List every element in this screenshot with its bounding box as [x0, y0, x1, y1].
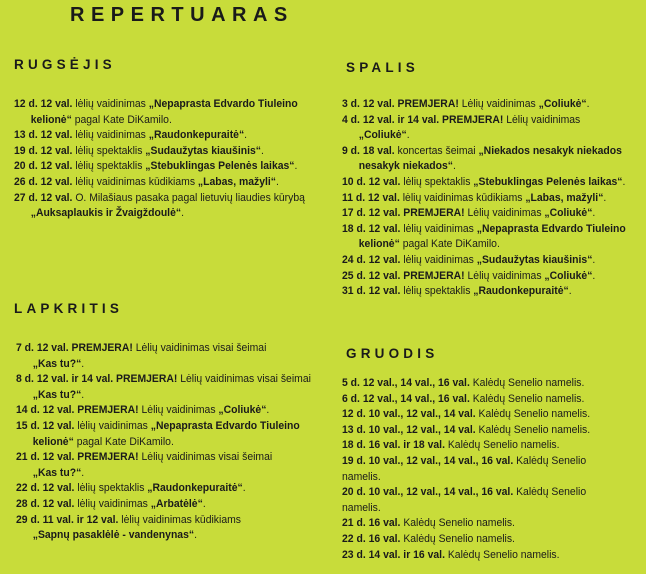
event-text: Kalėdų Senelio [513, 454, 587, 467]
event-date: 13 d. 10 val., 12 val., 14 val. [342, 423, 476, 436]
schedule-line [14, 191, 305, 207]
event-text: . [81, 466, 85, 479]
schedule-line [342, 423, 590, 439]
page-title: REPERTUARAS [70, 4, 294, 26]
event-date: 22 d. 12 val. [16, 482, 75, 495]
event-date: 18 d. 12 val. [342, 222, 401, 235]
schedule-line [342, 206, 626, 222]
schedule-line [14, 175, 305, 191]
schedule-line [342, 284, 626, 300]
event-title: „Labas, mažyli“ [525, 191, 604, 204]
schedule-line [342, 269, 626, 285]
schedule-line [342, 392, 590, 408]
event-title: kelionė“ [30, 113, 72, 126]
event-date: 21 d. 16 val. [342, 517, 401, 530]
schedule-line [16, 419, 311, 435]
event-title: nesakyk niekados“ [358, 160, 454, 173]
event-date: 9 d. 18 val. [342, 144, 395, 157]
event-text: Lėlių vaidinimas visai šeimai [177, 373, 311, 386]
event-title: „Raudonkepuraitė“ [148, 129, 245, 142]
event-date: 10 d. 12 val. [342, 175, 401, 188]
schedule-line [342, 454, 590, 470]
schedule-line [342, 237, 626, 253]
event-title: kelionė“ [32, 435, 74, 448]
event-text: Lėlių vaidinimas visai šeimai [132, 342, 267, 354]
schedule-line [16, 341, 311, 357]
event-text: lėlių spektaklis [74, 482, 148, 495]
event-text: . [592, 207, 596, 220]
schedule-line [14, 97, 305, 113]
event-text: lėlių vaidinimas [72, 129, 149, 142]
event-date: 15 d. 12 val. [16, 419, 75, 432]
schedule-list-gruodis [342, 376, 590, 563]
event-title: „Sudaužytas kiaušinis“ [145, 144, 261, 157]
event-text: . [275, 175, 279, 188]
event-date: 4 d. 12 val. ir 14 val. PREMJERA! [342, 113, 504, 126]
event-text: Kalėdų Senelio namelis. [475, 408, 591, 421]
event-title: „Arbatėlė“ [150, 497, 203, 510]
event-text: pagal Kate DiKamilo. [71, 113, 172, 126]
schedule-list-spalis [342, 97, 626, 300]
event-text: . [622, 175, 626, 188]
event-date: 18 d. 16 val. ir 18 val. [342, 439, 445, 452]
event-date: 27 d. 12 val. [14, 191, 73, 204]
event-text: lėlių vaidinimas [74, 497, 151, 510]
schedule-line [16, 497, 311, 513]
event-text: koncertas šeimai [394, 144, 479, 157]
month-heading-rugsejis: RUGSĖJIS [14, 57, 116, 72]
event-title: „Nepaprasta Edvardo Tiuleino [476, 222, 626, 235]
event-title: „Coliukė“ [544, 207, 593, 220]
event-text: lėlių vaidinimas kūdikiams [72, 175, 198, 188]
event-title: „Nepaprasta Edvardo Tiuleino [148, 98, 298, 110]
event-title: „Stebuklingas Pelenės laikas“ [473, 175, 623, 188]
event-date: 19 d. 10 val., 12 val., 14 val., 16 val. [342, 454, 514, 467]
event-title: „Nepaprasta Edvardo Tiuleino [150, 419, 300, 432]
event-text: Kalėdų Senelio namelis. [469, 377, 585, 389]
event-text: lėlių vaidinimas kūdikiams [399, 191, 526, 204]
schedule-list-lapkritis [16, 341, 311, 544]
event-date: 3 d. 12 val. PREMJERA! [342, 98, 459, 110]
event-text: . [194, 529, 197, 542]
event-date: 25 d. 12 val. PREMJERA! [342, 269, 465, 282]
event-date: 20 d. 12 val. [14, 160, 73, 173]
event-text: pagal Kate DiKamilo. [399, 238, 500, 251]
schedule-line [342, 128, 626, 144]
schedule-line [342, 485, 590, 501]
event-date: 26 d. 12 val. [14, 175, 73, 188]
event-title: „Kas tu?“ [32, 466, 82, 479]
schedule-line [14, 144, 305, 160]
event-text: Kalėdų Senelio [513, 486, 587, 499]
event-text: . [592, 253, 596, 266]
event-date: 8 d. 12 val. ir 14 val. PREMJERA! [16, 373, 178, 386]
event-date: 12 d. 10 val., 12 val., 14 val. [342, 408, 476, 421]
schedule-line [16, 450, 311, 466]
event-text: Kalėdų Senelio namelis. [444, 548, 560, 561]
schedule-line [342, 438, 590, 454]
event-text: pagal Kate DiKamilo. [73, 435, 174, 448]
schedule-line [16, 528, 311, 544]
schedule-line [14, 159, 305, 175]
schedule-line [342, 532, 590, 548]
schedule-line [342, 113, 626, 129]
event-title: „Auksaplaukis ir Žvaigždoulė“ [30, 207, 182, 220]
event-text: Kalėdų Senelio namelis. [400, 532, 515, 545]
schedule-line [16, 435, 311, 451]
schedule-line [342, 407, 590, 423]
event-text: namelis. [342, 470, 381, 483]
event-text: Kalėdų Senelio namelis. [444, 439, 560, 452]
month-heading-gruodis: GRUODIS [346, 346, 439, 361]
schedule-line [342, 516, 590, 532]
schedule-line [14, 206, 305, 222]
event-text: lėlių vaidinimas [72, 98, 149, 110]
schedule-line [16, 466, 311, 482]
event-date: 21 d. 12 val. PREMJERA! [16, 451, 139, 464]
event-date: 11 d. 12 val. [342, 191, 400, 204]
month-heading-spalis: SPALIS [346, 60, 419, 75]
event-title: „Coliukė“ [538, 98, 587, 110]
event-title: „Labas, mažyli“ [197, 175, 276, 188]
schedule-line [16, 513, 311, 529]
event-title: „Kas tu?“ [32, 388, 82, 401]
schedule-line [342, 501, 590, 517]
schedule-line [16, 357, 311, 373]
event-title: kelionė“ [358, 238, 400, 251]
event-date: 5 d. 12 val., 14 val., 16 val. [342, 377, 470, 389]
event-text: . [453, 160, 456, 173]
event-title: „Niekados nesakyk niekados [478, 144, 622, 157]
schedule-line [16, 388, 311, 404]
event-text: lėlių spektaklis [400, 175, 474, 188]
event-date: 19 d. 12 val. [14, 144, 73, 157]
event-date: 24 d. 12 val. [342, 253, 401, 266]
event-text: Lėlių vaidinimas [458, 98, 539, 110]
schedule-line [14, 128, 305, 144]
schedule-line [342, 222, 626, 238]
event-text: . [244, 129, 248, 142]
event-date: 20 d. 10 val., 12 val., 14 val., 16 val. [342, 486, 514, 499]
schedule-line [342, 144, 626, 160]
event-title: „Raudonkepuraitė“ [473, 285, 569, 298]
event-text: lėlių vaidinimas [400, 222, 477, 235]
event-text: Kalėdų Senelio namelis. [475, 423, 591, 436]
event-text: . [603, 191, 607, 204]
event-text: namelis. [342, 501, 381, 514]
event-text: Lėlių vaidinimas [464, 269, 545, 282]
event-date: 31 d. 12 val. [342, 285, 401, 298]
event-text: . [81, 388, 85, 401]
event-title: „Coliukė“ [218, 404, 267, 417]
event-title: „Kas tu?“ [32, 357, 82, 370]
event-date: 17 d. 12 val. PREMJERA! [342, 207, 465, 220]
event-text: . [242, 482, 246, 495]
event-text: lėlių spektaklis [72, 144, 146, 157]
event-date: 29 d. 11 val. ir 12 val. [16, 513, 119, 526]
event-text: lėlių spektaklis [400, 285, 474, 298]
event-text: . [81, 357, 85, 370]
schedule-line [16, 372, 311, 388]
schedule-line [342, 548, 590, 564]
schedule-line [342, 191, 626, 207]
event-text: Lėlių vaidinimas [503, 113, 581, 126]
schedule-line [342, 376, 590, 392]
event-text: . [406, 129, 410, 142]
event-text: . [586, 98, 590, 110]
event-date: 7 d. 12 val. PREMJERA! [16, 342, 133, 354]
event-date: 12 d. 12 val. [14, 98, 73, 110]
event-text: . [266, 404, 270, 417]
event-text: . [294, 160, 298, 173]
event-text: Kalėdų Senelio namelis. [400, 517, 515, 530]
event-text: . [181, 207, 184, 220]
event-date: 28 d. 12 val. [16, 497, 75, 510]
event-title: „Raudonkepuraitė“ [147, 482, 243, 495]
schedule-line [342, 97, 626, 113]
event-text: Kalėdų Senelio namelis. [469, 392, 585, 405]
event-text: O. Milašiaus pasaka pagal lietuvių liaudies kūrybą [72, 191, 305, 204]
event-text: lėlių vaidinimas kūdikiams [118, 513, 241, 526]
event-date: 14 d. 12 val. PREMJERA! [16, 404, 139, 417]
event-title: „Sapnų pasaklėlė - vandenynas“ [32, 529, 195, 542]
schedule-line [342, 470, 590, 486]
schedule-line [14, 113, 305, 129]
event-text: . [592, 269, 596, 282]
event-text: lėlių vaidinimas [400, 253, 477, 266]
event-text: . [260, 144, 264, 157]
event-date: 23 d. 14 val. ir 16 val. [342, 548, 445, 561]
event-text: lėlių spektaklis [72, 160, 146, 173]
event-text: . [202, 497, 206, 510]
month-heading-lapkritis: LAPKRITIS [14, 301, 124, 316]
event-title: „Coliukė“ [358, 129, 407, 142]
schedule-line [342, 159, 626, 175]
schedule-line [342, 175, 626, 191]
schedule-line [342, 253, 626, 269]
schedule-list-rugsejis [14, 97, 305, 222]
event-text: lėlių vaidinimas [74, 419, 151, 432]
event-text: Lėlių vaidinimas [138, 404, 219, 417]
event-date: 13 d. 12 val. [14, 129, 73, 142]
event-date: 22 d. 16 val. [342, 532, 401, 545]
event-date: 6 d. 12 val., 14 val., 16 val. [342, 392, 470, 405]
schedule-line [16, 481, 311, 497]
event-text: . [568, 285, 572, 298]
event-text: Lėlių vaidinimas [464, 207, 545, 220]
event-text: Lėlių vaidinimas visai šeimai [138, 451, 273, 464]
event-title: „Sudaužytas kiaušinis“ [476, 253, 593, 266]
schedule-line [16, 403, 311, 419]
event-title: „Coliukė“ [544, 269, 593, 282]
event-title: „Stebuklingas Pelenės laikas“ [145, 160, 295, 173]
